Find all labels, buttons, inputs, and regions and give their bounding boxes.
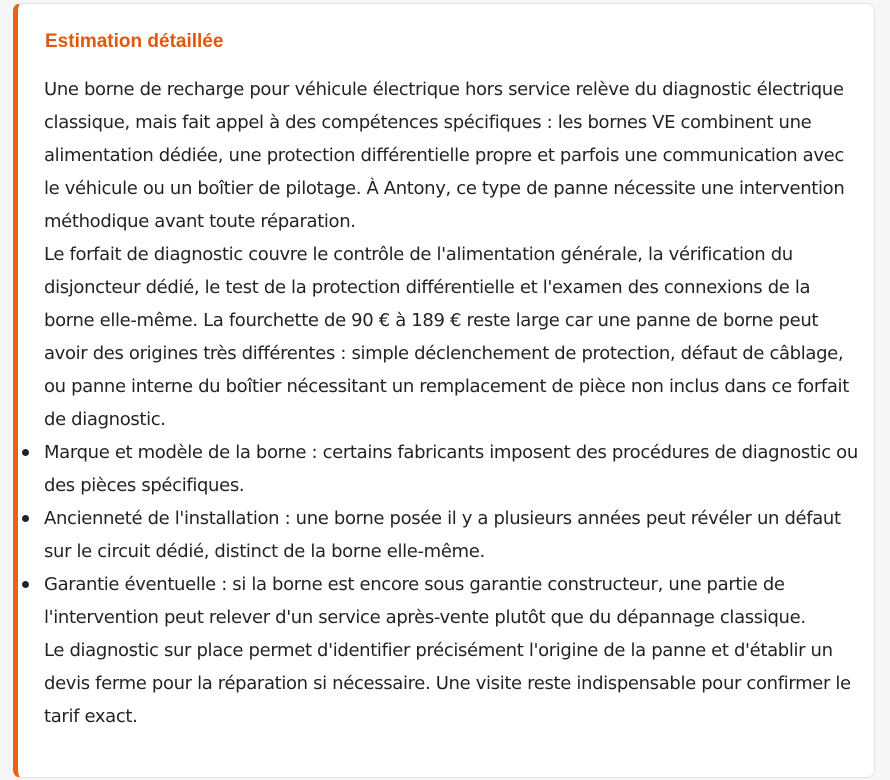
bullet-icon — [22, 449, 29, 456]
list-item-text: Ancienneté de l'installation : une borne posée il y a plusieurs années peut révéler un défaut sur le circuit dédié, distinct de la borne elle-même. — [44, 508, 841, 562]
list-item — [44, 568, 859, 634]
list-item — [44, 436, 859, 502]
bullet-icon — [22, 581, 29, 588]
conclusion-paragraph: Le diagnostic sur place permet d'identifier précisément l'origine de la panne et d'établir un devis ferme pour la réparation si nécessaire. Une visite reste indispensable pour confirmer le tarif exact. — [44, 640, 851, 727]
intro-paragraph: Le forfait de diagnostic couvre le contrôle de l'alimentation générale, la vérification du disjoncteur dédié, le test de la protection différentielle et l'examen des connexions de la borne elle-même. La fourchette de 90 € à 189 € reste large car une panne de borne peut avoir des origines très différentes : simple déclenchement de protection, défaut de câblage, ou panne interne du boîtier nécessitant un remplacement de pièce non inclus dans ce forfait de diagnostic. — [44, 244, 849, 430]
list-item — [44, 502, 859, 568]
factor-list — [44, 436, 859, 634]
section-body — [44, 73, 859, 733]
estimate-card — [13, 3, 875, 778]
section-title: Estimation détaillée — [45, 31, 224, 52]
intro-paragraph: Une borne de recharge pour véhicule électrique hors service relève du diagnostic électrique classique, mais fait appel à des compétences spécifiques : les bornes VE combinent une alimentation dédiée, une protection différentielle propre et parfois une communication avec le véhicule ou un boîtier de pilotage. À Antony, ce type de panne nécessite une intervention méthodique avant toute réparation. — [44, 79, 845, 232]
list-item-text: Marque et modèle de la borne : certains fabricants imposent des procédures de diagnostic ou des pièces spécifiques. — [44, 442, 858, 496]
list-item-text: Garantie éventuelle : si la borne est encore sous garantie constructeur, une partie de l'intervention peut relever d'un service après-vente plutôt que du dépannage classique. — [44, 574, 806, 628]
bullet-icon — [22, 515, 29, 522]
